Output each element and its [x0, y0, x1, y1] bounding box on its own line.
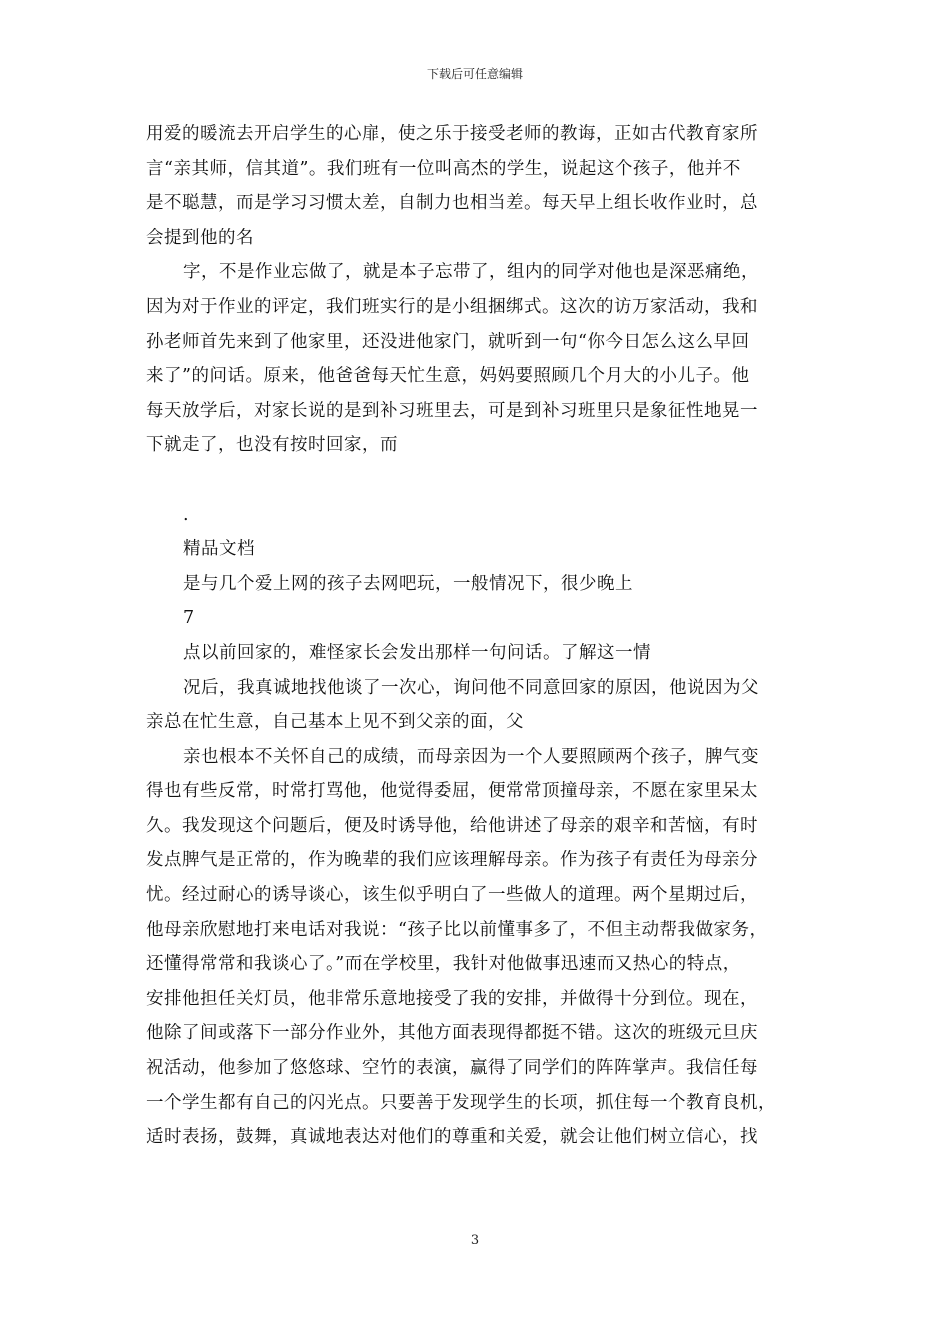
text-line: 会提到他的名	[146, 227, 254, 248]
text-line: 每天放学后，对家长说的是到补习班里去，可是到补习班里只是象征性地晃一	[146, 400, 758, 421]
text-line: 孙老师首先来到了他家里，还没进他家门，就听到一句“你今日怎么这么早回	[146, 331, 750, 352]
text-line: 一个学生都有自己的闪光点。只要善于发现学生的长项，抓住每一个教育良机，	[146, 1092, 776, 1113]
text-line: 他母亲欣慰地打来电话对我说：“孩子比以前懂事多了，不但主动帮我做家务，	[146, 919, 768, 940]
body-text	[146, 117, 822, 1155]
text-line: 还懂得常常和我谈心了。”而在学校里，我针对他做事迅速而又热心的特点，	[146, 954, 741, 975]
text-line: 下就走了，也没有按时回家，而	[146, 435, 398, 456]
text-line: 得也有些反常，时常打骂他，他觉得委屈，便常常顶撞母亲，不愿在家里呆太	[146, 781, 758, 802]
text-line: 安排他担任关灯员，他非常乐意地接受了我的安排，并做得十分到位。现在，	[146, 988, 758, 1009]
page-number: 3	[470, 1233, 480, 1248]
text-line: .	[183, 504, 190, 525]
text-line: 点以前回家的，难怪家长会发出那样一句问话。了解这一情	[183, 642, 651, 663]
page-header: 下载后可任意编辑	[426, 67, 523, 81]
text-line: 亲也根本不关怀自己的成绩，而母亲因为一个人要照顾两个孩子，脾气变	[183, 746, 759, 767]
text-line: 况后，我真诚地找他谈了一次心，询问他不同意回家的原因，他说因为父	[183, 677, 759, 698]
text-line: 来了”的问话。原来，他爸爸每天忙生意，妈妈要照顾几个月大的小儿子。他	[146, 366, 750, 387]
text-line: 因为对于作业的评定，我们班实行的是小组捆绑式。这次的访万家活动，我和	[146, 296, 758, 317]
blank-line	[146, 463, 822, 498]
text-line: 7	[183, 608, 195, 629]
text-line: 发点脾气是正常的，作为晚辈的我们应该理解母亲。作为孩子有责任为母亲分	[146, 850, 758, 871]
text-line: 亲总在忙生意，自己基本上见不到父亲的面，父	[146, 712, 524, 733]
text-line: 适时表扬，鼓舞，真诚地表达对他们的尊重和关爱，就会让他们树立信心，找	[146, 1127, 758, 1148]
text-line: 忧。经过耐心的诱导谈心，该生似乎明白了一些做人的道理。两个星期过后，	[146, 885, 758, 906]
text-line: 他除了间或落下一部分作业外，其他方面表现得都挺不错。这次的班级元旦庆	[146, 1023, 758, 1044]
text-line: 字，不是作业忘做了，就是本子忘带了，组内的同学对他也是深恶痛绝，	[183, 262, 759, 283]
text-line: 用爱的暖流去开启学生的心扉，使之乐于接受老师的教诲，正如古代教育家所	[146, 124, 758, 144]
text-line: 精品文档	[183, 539, 255, 560]
text-line: 祝活动，他参加了悠悠球、空竹的表演，赢得了同学们的阵阵掌声。我信任每	[146, 1058, 758, 1079]
text-line: 是与几个爱上网的孩子去网吧玩，一般情况下，很少晚上	[183, 573, 633, 594]
text-line: 是不聪慧，而是学习习惯太差，自制力也相当差。每天早上组长收作业时，总	[146, 193, 758, 214]
text-line: 言“亲其师，信其道”。我们班有一位叫高杰的学生，说起这个孩子，他并不	[146, 158, 741, 179]
text-line: 久。我发现这个问题后，便及时诱导他，给他讲述了母亲的艰辛和苦恼，有时	[146, 815, 758, 836]
